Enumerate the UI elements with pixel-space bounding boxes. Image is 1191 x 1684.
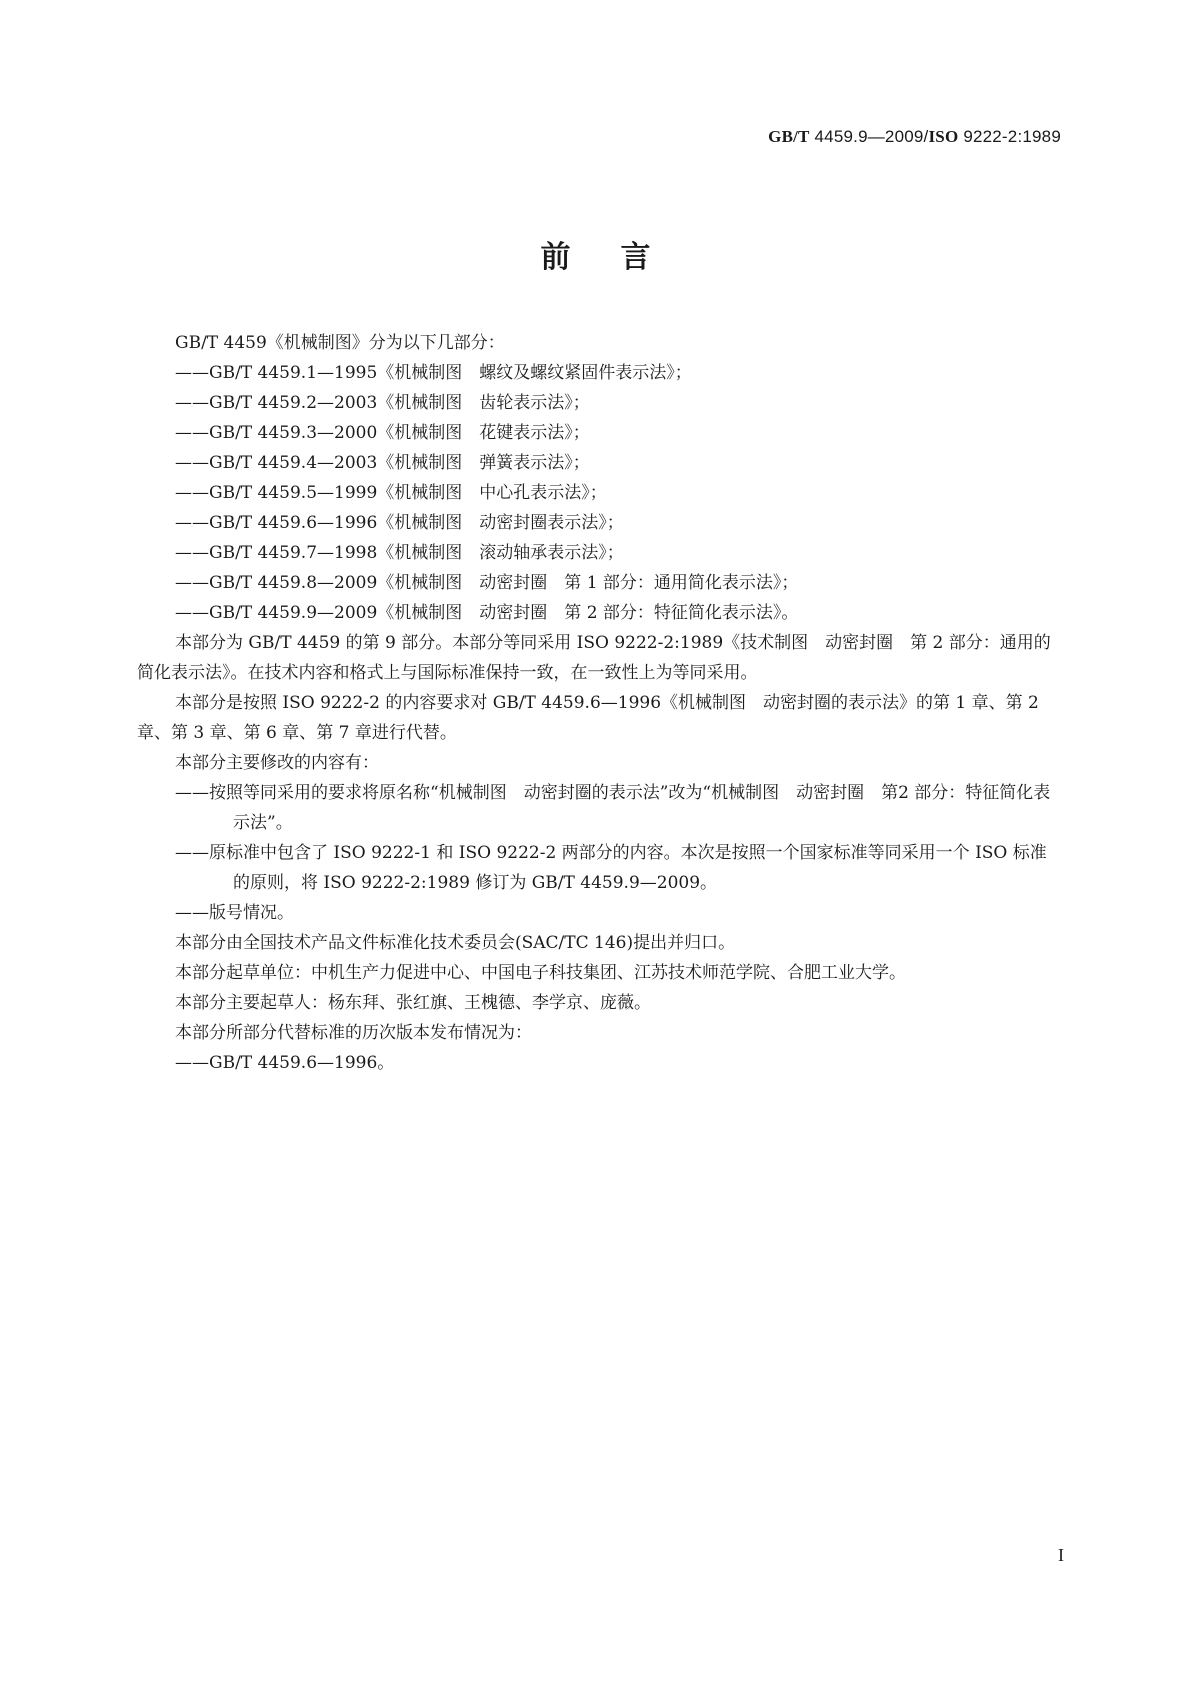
part-item: ——GB/T 4459.5—1999《机械制图 中心孔表示法》； [175,483,607,503]
history-item: ——GB/T 4459.6—1996。 [175,1053,395,1073]
proposed-by: 本部分由全国技术产品文件标准化技术委员会(SAC/TC 146)提出并归口。 [175,933,736,953]
changes-intro: 本部分主要修改的内容有： [175,753,379,773]
part-item: ——GB/T 4459.2—2003《机械制图 齿轮表示法》； [175,393,590,413]
paragraph-adoption: 本部分为 GB/T 4459 的第 9 部分。本部分等同采用 ISO 9222-2:1989《技术制图 动密封圈 第 2 部分：通用的简化表示法》。在技术内容和格式上与国际标准保持一致，在一致性上为等同采用。 [137,633,1051,683]
page-number: I [1058,1545,1064,1565]
header-iso-number: 9222-2:1989 [958,127,1061,146]
standard-number-header [768,127,1061,147]
page-title: 前言 [540,240,701,275]
part-item: ——GB/T 4459.9—2009《机械制图 动密封圈 第 2 部分：特征简化表示法》。 [175,603,799,623]
header-iso: ISO [928,127,959,146]
change-item: ——原标准中包含了 ISO 9222-1 和 ISO 9222-2 两部分的内容。本次是按照一个国家标准等同采用一个 ISO 标准的原则，将 ISO 9222-2:1989 修订为 GB/T 4459.9—2009。 [175,843,1047,893]
part-item: ——GB/T 4459.4—2003《机械制图 弹簧表示法》； [175,453,590,473]
header-number: 4459.9—2009/ [809,127,929,146]
part-item: ——GB/T 4459.6—1996《机械制图 动密封圈表示法》； [175,513,624,533]
change-item: ——版号情况。 [175,903,294,923]
drafters: 本部分主要起草人：杨东拜、张红旗、王槐德、李学京、庞薇。 [175,993,651,1013]
intro-paragraph: GB/T 4459《机械制图》分为以下几部分： [175,333,505,353]
change-item: ——按照等同采用的要求将原名称“机械制图 动密封圈的表示法”改为“机械制图 动密封圈 第2 部分：特征简化表示法”。 [175,783,1051,833]
part-item: ——GB/T 4459.7—1998《机械制图 滚动轴承表示法》； [175,543,624,563]
part-item: ——GB/T 4459.3—2000《机械制图 花键表示法》； [175,423,590,443]
history-intro: 本部分所部分代替标准的历次版本发布情况为： [175,1023,532,1043]
header-gbt: GB/T [768,127,810,146]
paragraph-replacement: 本部分是按照 ISO 9222-2 的内容要求对 GB/T 4459.6—1996《机械制图 动密封圈的表示法》的第 1 章、第 2 章、第 3 章、第 6 章、第 7 章进行代替。 [137,693,1039,743]
drafting-units: 本部分起草单位：中机生产力促进中心、中国电子科技集团、江苏技术师范学院、合肥工业大学。 [175,963,906,983]
document-body [137,328,1054,1078]
part-item: ——GB/T 4459.8—2009《机械制图 动密封圈 第 1 部分：通用简化表示法》； [175,573,799,593]
part-item: ——GB/T 4459.1—1995《机械制图 螺纹及螺纹紧固件表示法》； [175,363,692,383]
